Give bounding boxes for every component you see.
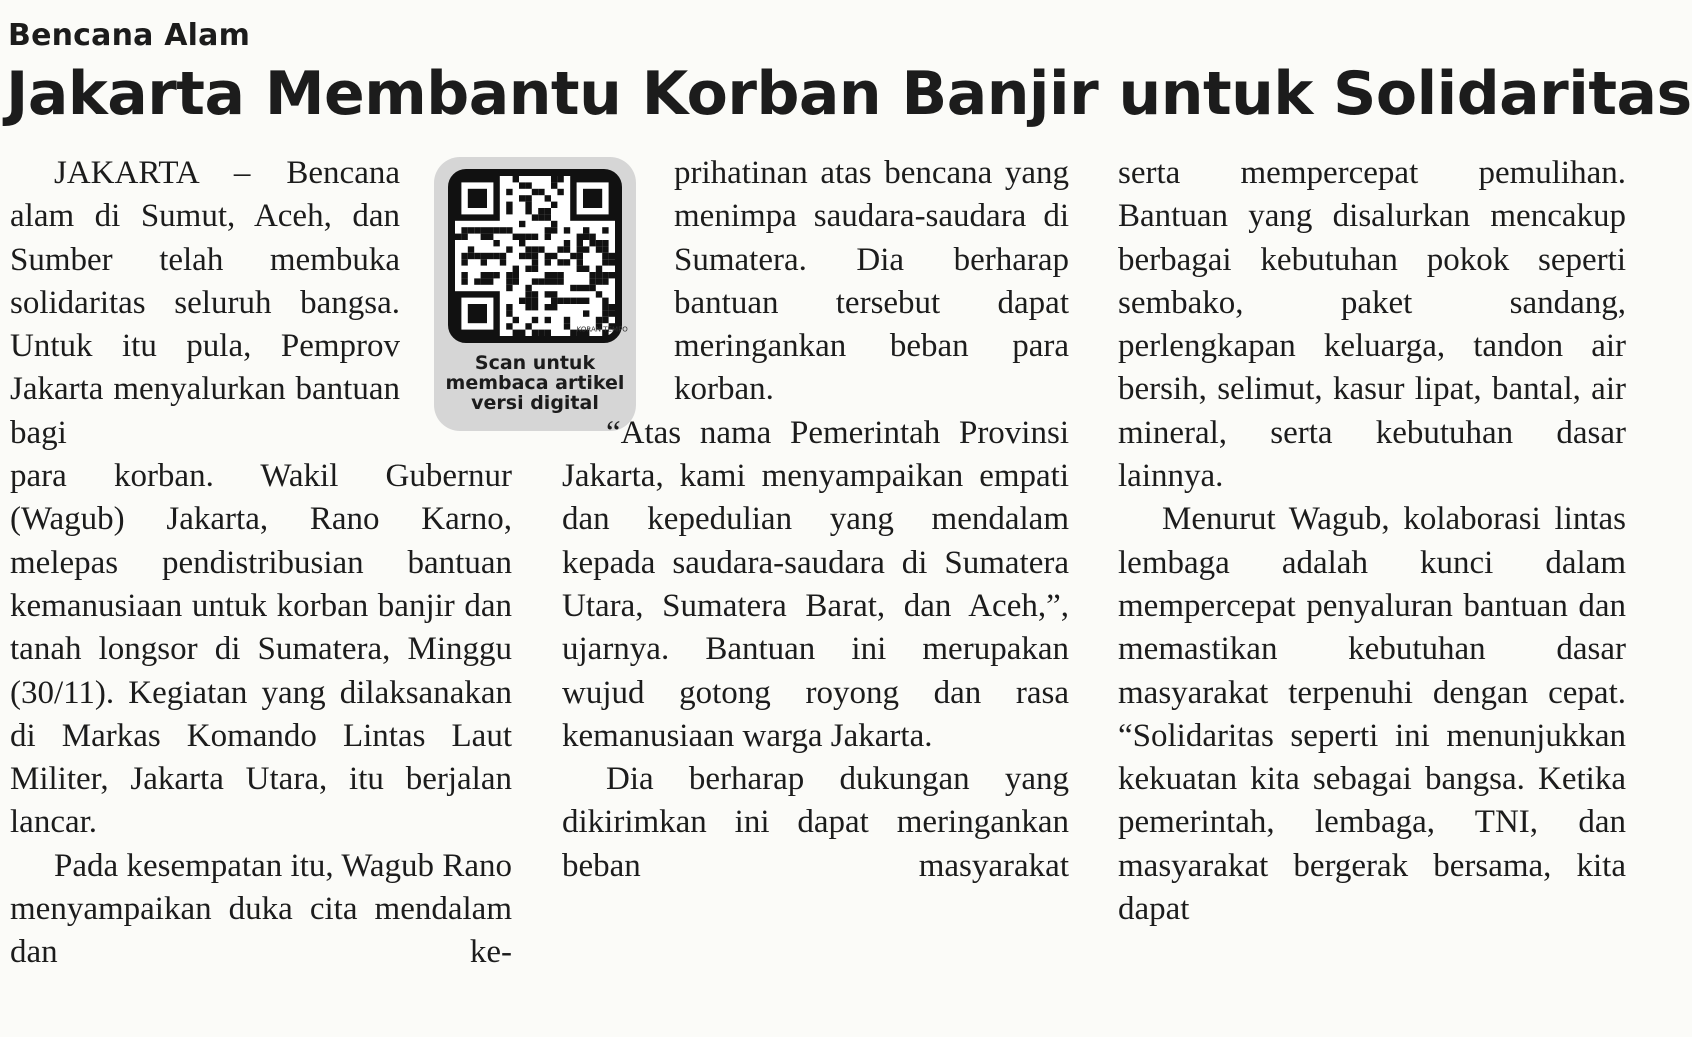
paragraph: “Atas nama Pemerintah Provinsi Jakarta, kami menyampaikan empati dan kepedulian yang mendalam kepada saudara-saudara di Sumatera Utara, Sumatera Barat, dan Aceh,”, ujarnya. Bantuan ini merupakan wujud gotong royong dan rasa kemanusiaan warga Jakarta. — [562, 414, 1069, 754]
qr-caption-line: Scan untuk — [474, 352, 596, 374]
paragraph: JAKARTA – Bencana alam di Sumut, Aceh, dan Sumber telah membuka solidaritas seluruh bangsa. Untuk itu pula, Pemprov Jakarta menyalurkan bantuan bagi — [10, 155, 400, 451]
article-column-3 — [1118, 152, 1626, 931]
paragraph: para korban. Wakil Gubernur (Wagub) Jakarta, Rano Karno, melepas pendistribusian bantuan kemanusiaan untuk korban banjir dan tanah longsor di Sumatera, Minggu (30/11). Kegiatan yang dilaksanakan di Markas Komando Lintas Laut Militer, Jakarta Utara, itu berjalan lancar. — [10, 458, 512, 841]
paragraph: Menurut Wagub, kolaborasi lintas lembaga adalah kunci dalam mempercepat penyaluran bantuan dan memastikan kebutuhan dasar masyarakat terpenuhi dengan cepat. “Solidaritas seperti ini menunjukkan kekuatan kita sebagai bangsa. Ketika pemerintah, lembaga, TNI, dan masyarakat bergerak bersama, kita dapat — [1118, 501, 1626, 928]
article-headline: Jakarta Membantu Korban Banjir untuk Solidaritas — [6, 59, 1692, 129]
qr-brand-mark: KORAN TEMPO — [576, 324, 628, 334]
qr-caption-line: versi digital — [471, 392, 599, 414]
paragraph: Pada kesempatan itu, Wagub Rano menyampaikan duka cita mendalam dan ke- — [10, 847, 512, 971]
qr-caption-line: membaca artikel — [445, 372, 625, 394]
paragraph: prihatinan atas bencana yang menimpa saudara-saudara di Sumatera. Dia berharap bantuan tersebut dapat meringankan beban para korban. — [674, 155, 1069, 408]
article-column-2 — [562, 152, 1069, 888]
article-kicker: Bencana Alam — [8, 18, 251, 53]
paragraph: Dia berharap dukungan yang dikirimkan ini dapat meringankan beban masyarakat — [562, 761, 1069, 884]
paragraph: serta mempercepat pemulihan. Bantuan yang disalurkan mencakup berbagai kebutuhan pokok seperti sembako, paket sandang, perlengkapan keluarga, tandon air bersih, selimut, kasur lipat, bantal, air mineral, serta kebutuhan dasar lainnya. — [1118, 155, 1626, 495]
